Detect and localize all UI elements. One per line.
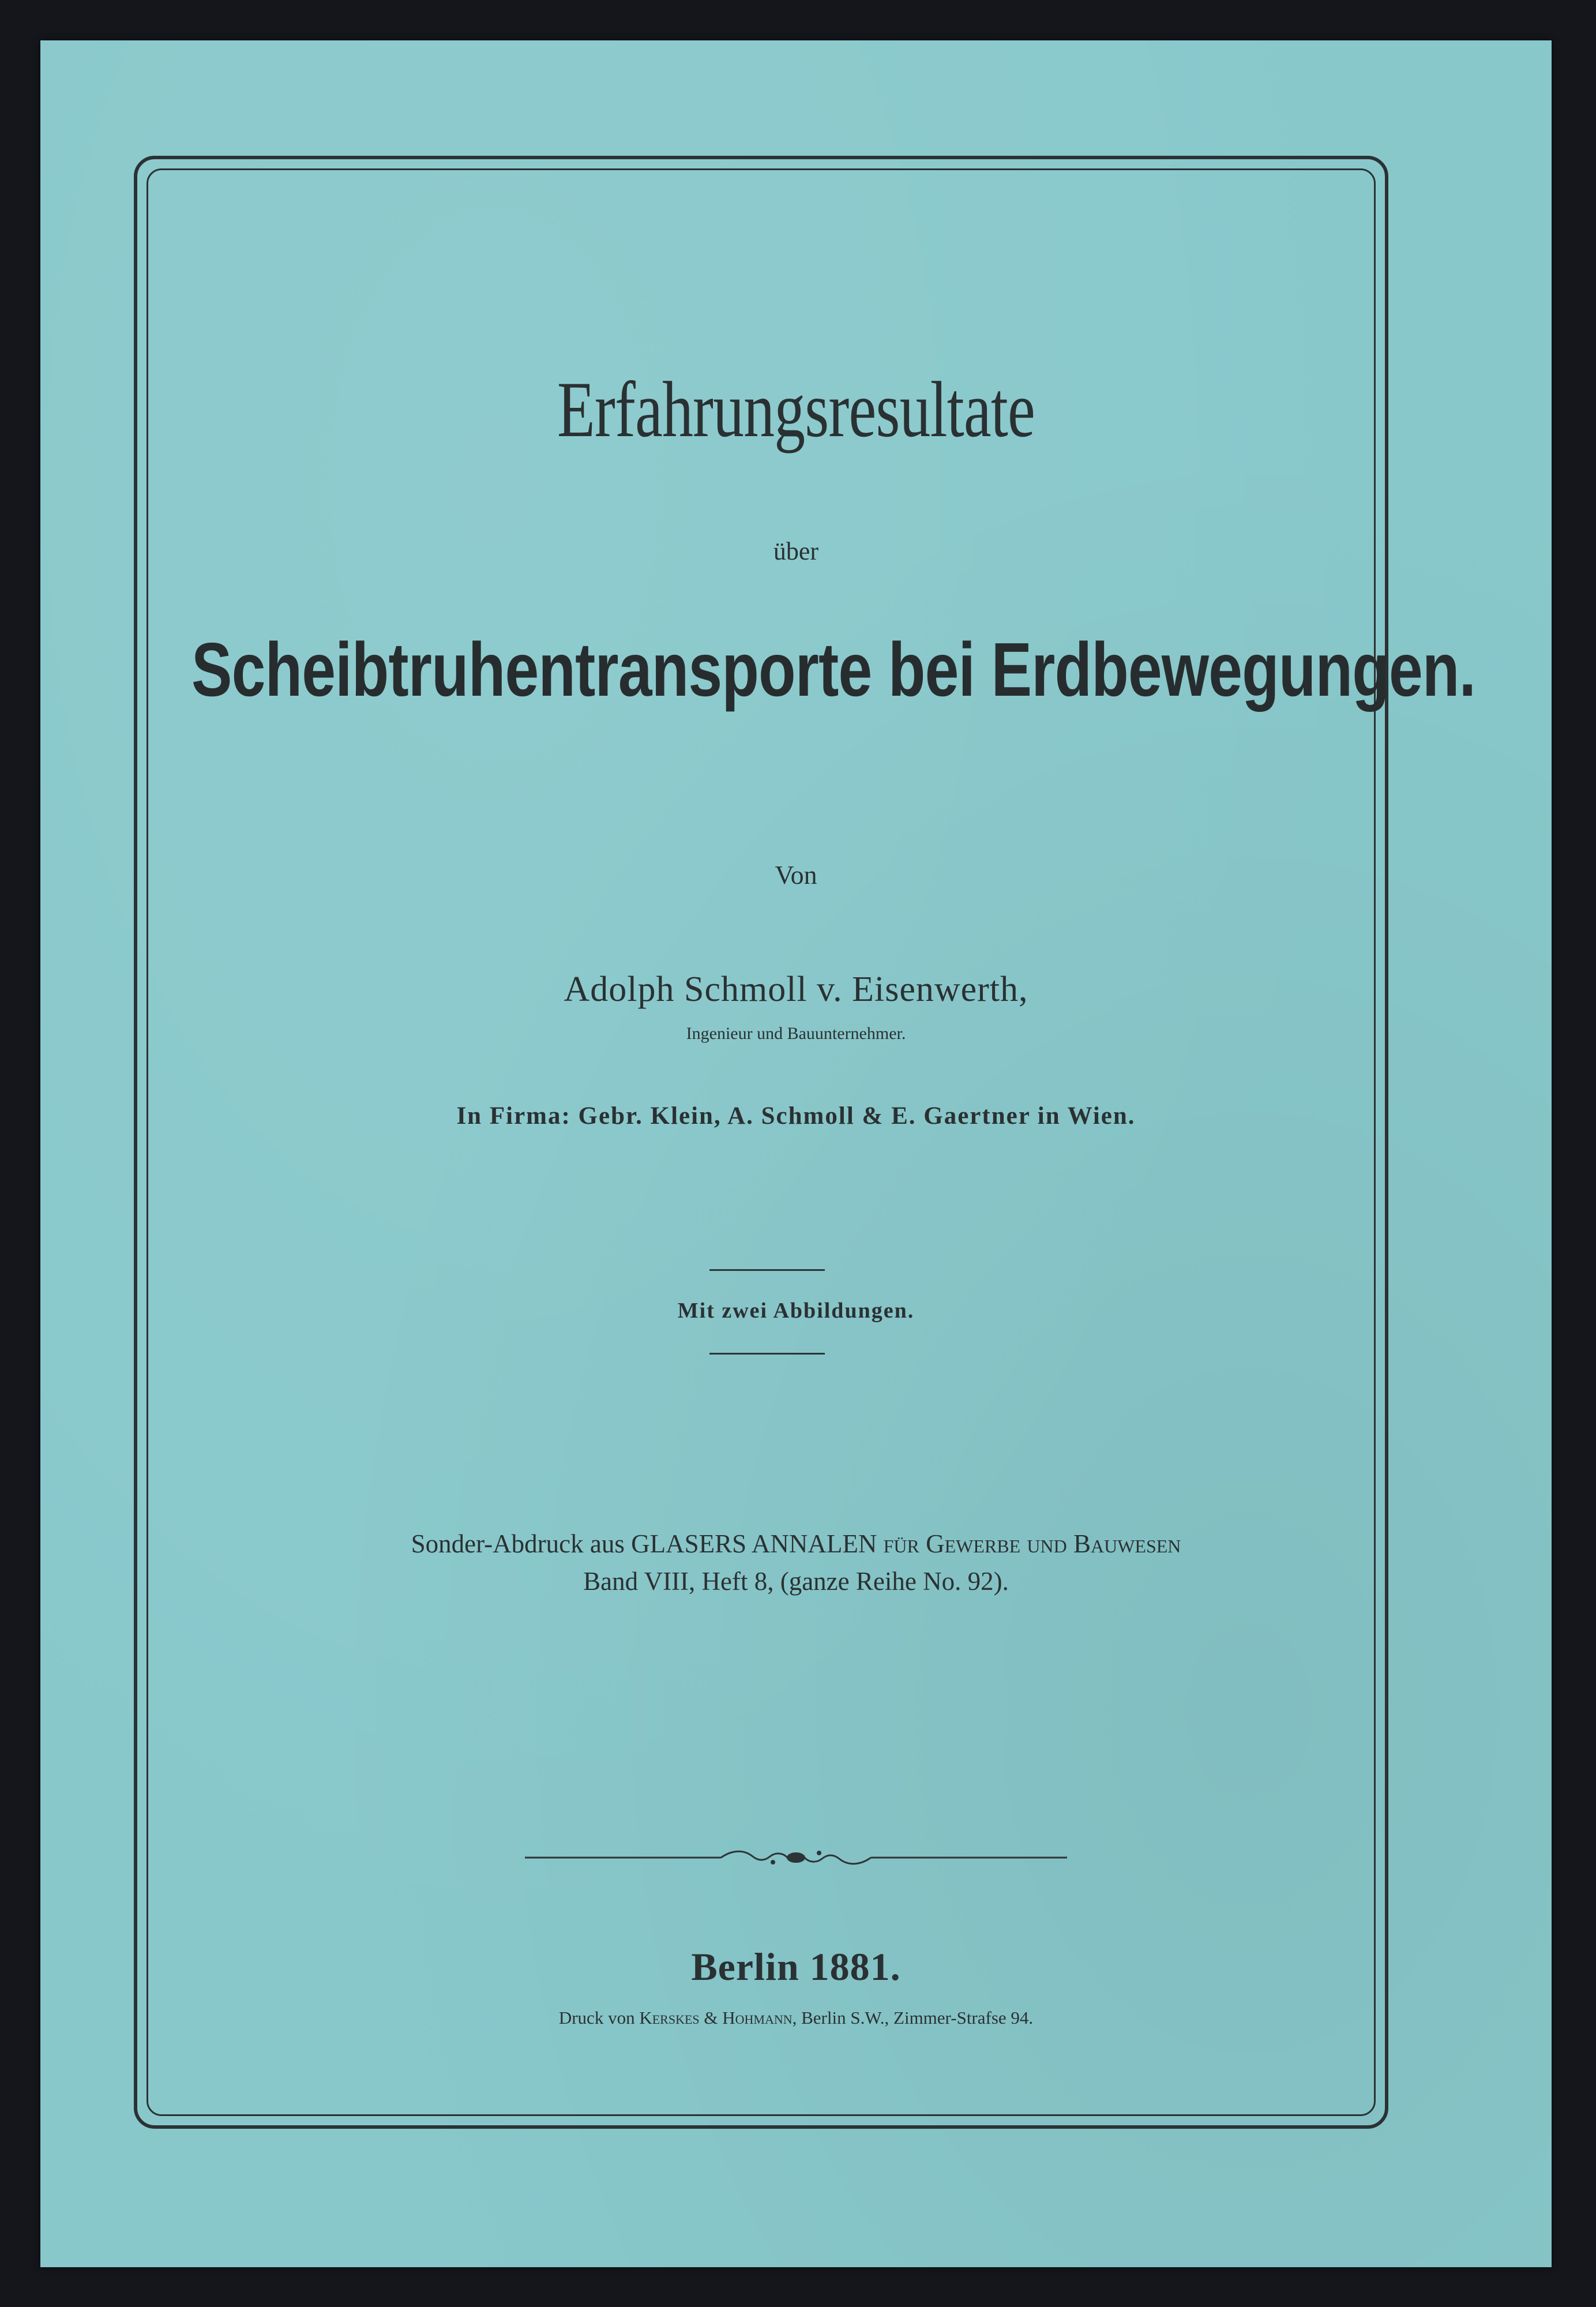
offprint-line-2: Band VIII, Heft 8, (ganze Reihe No. 92). [583, 1567, 1009, 1596]
printer-line [40, 2008, 1552, 2028]
illustrations-note: Mit zwei Abbildungen. [677, 1299, 915, 1323]
divider-top [709, 1269, 825, 1271]
title-connector: über [773, 537, 819, 565]
ornament-flourish-icon [525, 1846, 1067, 1869]
author-name: Adolph Schmoll v. Eisenwerth, [564, 970, 1028, 1009]
author-firm: In Firma: Gebr. Klein, A. Schmoll & E. Gaertner in Wien. [456, 1102, 1136, 1130]
document-title: Erfahrungsresultate [557, 365, 1035, 453]
offprint-journal-subject: für Gewerbe und Bauwesen [883, 1529, 1181, 1558]
author-role: Ingenieur und Bauunternehmer. [686, 1024, 906, 1043]
divider-bottom [709, 1353, 825, 1355]
printer-prefix: Druck von [558, 2008, 635, 2028]
offprint-source: Sonder-Abdruck aus GLASERS ANNALEN [411, 1529, 877, 1558]
ornament-divider [525, 1846, 1067, 1869]
page-border-inner [147, 168, 1376, 2116]
byline-label: Von [775, 860, 817, 890]
printer-name: Kerskes & Hohmann, [639, 2008, 797, 2028]
offprint-line-1 [40, 1529, 1552, 1559]
printer-address: Berlin S.W., Zimmer-Strafse 94. [801, 2008, 1034, 2028]
document-subtitle: Scheibtruhentransporte bei Erdbewegungen. [191, 627, 1476, 712]
document-page [40, 40, 1552, 2267]
publication-place-year: Berlin 1881. [691, 1945, 901, 1989]
